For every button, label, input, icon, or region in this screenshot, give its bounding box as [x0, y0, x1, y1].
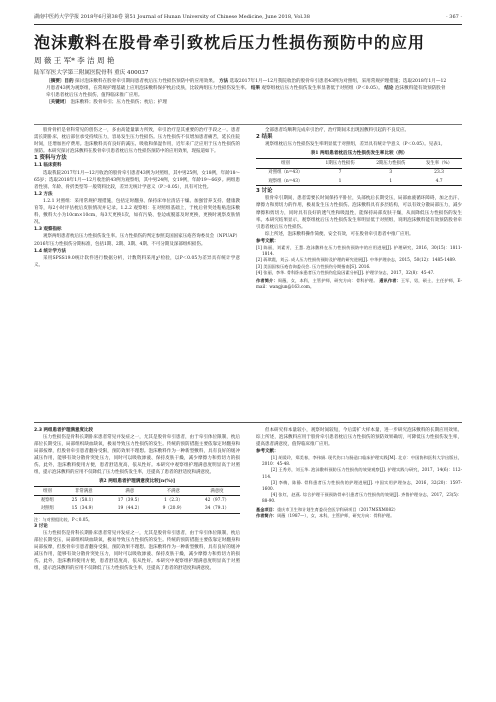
- reference-item: [2] 蒋琪霞，刘云. 成人压力性损伤预防及护理的研究进展[J]. 中华护理杂志，2015，50(12)：1485-1489.: [256, 257, 457, 263]
- lower-column-left: [34, 427, 240, 572]
- table-cell: 观察组（n=43）: [256, 177, 315, 186]
- header-rule: [34, 24, 462, 25]
- section-heading-discussion: 3 讨论: [256, 188, 273, 195]
- reference-item: [3] 美国国家压疮咨询委员会. 压力性损伤分期指南[S]. 2016.: [256, 263, 371, 269]
- reference-item: [4] 张丽，李华. 骨科卧床患者压力性损伤危险因素分析[J]. 护理学杂志，2017，32(8)：45-47.: [256, 269, 435, 275]
- keywords: 泡沫敷料；股骨牵引；压力性损伤；枕后；护理: [70, 100, 167, 105]
- table2-caption: 表2 两组患者护理满意度比较[n(%)]: [98, 479, 176, 484]
- paragraph: 综上所述，泡沫敷料操作简便、安全有效，可在股骨牵引患者中推广应用。: [265, 231, 414, 237]
- paragraph: 但本研究样本量较小，观察时间较短，今后需扩大样本量，进一步研究泡沫敷料的长期应用效果。综上所述，泡沫敷料应用于股骨牵引患者枕后压力性损伤的预防效果确切，可降低压力性损伤发生率，提高患者满意度，值得临床推广应用。: [256, 428, 462, 447]
- section-heading-discussion: 3 讨论: [34, 523, 48, 529]
- table-cell: 1（2.3）: [164, 497, 183, 503]
- funding-text: 重庆市卫生和计划生育委员会医学科研项目（2017MSXM082）: [276, 506, 398, 512]
- paragraph: 全部患者均顺利完成牵引治疗，治疗期间未出现因敷料引起的不良反应。: [265, 128, 409, 133]
- abstract-rule: [34, 124, 462, 125]
- table-header-cell: 满意: [107, 487, 153, 496]
- funding-label: 基金项目：: [256, 506, 277, 512]
- article-title: 泡沫敷料在股骨牵引致枕后压力性损伤预防中的应用: [34, 33, 426, 52]
- paragraph: 观察两组患者枕后压力性损伤发生率。压力性损伤的判定参照美国国家压疮咨询委员会（NPUAP）2016年压力性损伤分期标准，包括1期、2期、3期、4期、不可分期及深部组织损伤。: [34, 234, 240, 247]
- reference-item: [4] 张红，赵燕. 综合护理干预预防骨牵引患者压力性损伤的效果[J]. 齐鲁护理杂志，2017，23(5)：88-90.: [262, 492, 462, 504]
- subsection-heading: 1.4 统计学方法: [34, 248, 67, 254]
- journal-citation: 湖南中医药大学学报 2018年6月第38卷 第51 Journal of Hunan University of Chinese Medicine, June 2018, Vol.38: [34, 14, 310, 20]
- page-number: · 367 ·: [446, 14, 462, 20]
- body-column-right: [256, 127, 462, 290]
- table-row: [34, 504, 240, 513]
- abstract-result: 观察组枕后压力性损伤发生率显著低于对照组（P＜0.05）。: [261, 86, 383, 91]
- table-header-cell: 2期压力性损伤: [365, 159, 416, 168]
- abstract-method: 选取2017年1月—12月我院收治的股骨牵引患者43例为对照组，采用常规护理措施；选取2018年1月—12月患者43例为观察组，在常规护理基础上应用泡沫敷料保护枕后皮肤，比较两组压力性损伤发生率。: [46, 79, 447, 91]
- reference-list: [256, 245, 462, 276]
- table-cell: 15（34.9）: [61, 504, 107, 513]
- bio-text: 周薇，女，本科，主管护师，研究方向：骨科护理。: [277, 277, 378, 283]
- table-note: 注：与对照组比较，P＜0.05。: [34, 516, 93, 522]
- table-cell: 34（79.1）: [194, 504, 240, 513]
- table-row: [256, 168, 462, 177]
- abstract-method-label: 方法: [218, 79, 229, 84]
- running-header: [34, 12, 462, 22]
- paragraph: 压力性损伤是骨科长期卧床患者常见并发症之一，尤其是股骨牵引患者，由于牵引体位限制，枕后部位长期受压，局部组织缺血缺氧，极易导致压力性损伤的发生。传统的预防措施主要依靠定时翻身和局部按摩，但股骨牵引患者翻身受限，预防效果不理想。泡沫敷料作为一种新型敷料，具有良好的缓冲减压作用，能够有效分散骨突处压力，同时可以吸收渗液、保持皮肤干燥，减少摩擦力和剪切力的损伤。此外，泡沫敷料使用方便，患者舒适度高，依从性好。本研究中观察组护理满意度明显高于对照组，提示泡沫敷料的应用不仅降低了压力性损伤发生率，还提高了患者的舒适度和满意度。: [34, 435, 240, 475]
- reference-item: [3] 李梅，陈静. 骨科患者压力性损伤的护理进展[J]. 中国实用护理杂志，2016，32(20)：1597-1600.: [262, 479, 462, 492]
- abstract-aim: 探讨泡沫敷料在股骨牵引期间患者枕后压力性损伤预防中的应用效果。: [75, 79, 218, 84]
- corresponding-text: 王军，男，硕士，主任护师，E-mail：wangjun@163.com。: [256, 277, 462, 290]
- subsection-heading: 2.3 两组患者护理满意度比较: [34, 428, 94, 433]
- author-bio: [256, 278, 462, 290]
- table-row: [34, 496, 240, 505]
- paragraph: 观察组枕后压力性损伤发生率明显低于对照组，差异具有统计学意义（P＜0.05）。见表1。: [265, 142, 446, 148]
- table-cell: 观察组: [40, 497, 54, 503]
- table-header-cell: 发生率（%）: [416, 159, 462, 168]
- abstract-conclusion-label: 结论: [384, 86, 394, 91]
- section-heading-methods: 1 资料与方法: [34, 155, 67, 162]
- table-header-cell: 不满意: [153, 487, 194, 496]
- paragraph: 压力性损伤是骨科长期卧床患者常见并发症之一，尤其是股骨牵引患者，由于牵引体位限制，枕后部位长期受压，局部组织缺血缺氧，极易导致压力性损伤的发生。传统的预防措施主要依靠定时翻身和局部按摩，但股骨牵引患者翻身受限，预防效果不理想。泡沫敷料作为一种新型敷料，具有良好的缓冲减压作用，能够有效分散骨突处压力，同时可以吸收渗液、保持皮肤干燥，减少摩擦力和剪切力的损伤。此外，泡沫敷料使用方便，患者舒适度高，依从性好。本研究中观察组护理满意度明显高于对照组，提示泡沫敷料的应用不仅降低了压力性损伤发生率，还提高了患者的舒适度和满意度。: [34, 530, 240, 571]
- paragraph: 采用SPSS19.0统计软件进行数据分析，计数资料采用χ²检验，以P＜0.05为差异具有统计学意义。: [34, 255, 240, 268]
- bio-label: 作者简介：: [256, 277, 278, 283]
- table-cell: 3: [389, 170, 393, 176]
- lower-column-right: [256, 427, 462, 519]
- reference-item: [2] 王秀芳，刘玉华. 泡沫敷料预防压力性损伤的效果观察[J]. 护理实践与研究，2017，14(6)：112-114.: [262, 467, 462, 479]
- references-heading: 参考文献：: [256, 449, 279, 454]
- table-header-cell: 组别: [34, 487, 61, 496]
- reference-item: [1] 胡爱玲，郑美春，李伟娟. 现代伤口与肠造口临床护理实践[M]. 北京：中国协和医科大学出版社，2010：45-48.: [262, 455, 462, 467]
- author-list: 周 薇 王 军* 李 洁 周 艳: [34, 56, 115, 65]
- table-header-cell: 非常满意: [61, 487, 107, 496]
- abstract-result-label: 结果: [250, 86, 261, 91]
- table-cell: 对照组（n=43）: [268, 170, 303, 176]
- reference-list: [256, 455, 462, 505]
- subsection-heading: 1.2 方法: [34, 191, 53, 197]
- abstract-aim-label: 〔摘要〕目的: [46, 79, 74, 84]
- keywords-label: 〔关键词〕: [46, 100, 69, 105]
- table-cell: 对照组: [34, 504, 61, 513]
- bio-label: 作者简介：: [256, 512, 277, 518]
- table-cell: 19（44.2）: [107, 504, 153, 513]
- table-cell: 1: [315, 177, 366, 186]
- table-cell: 23.3: [434, 170, 444, 176]
- table-cell: 25（58.1）: [71, 497, 96, 503]
- abstract: [46, 78, 450, 106]
- table-cell: 42（97.7）: [204, 497, 230, 503]
- funding-and-bio: [256, 507, 462, 519]
- reference-item: [1] 陈丽，刘素芳，王慧. 泡沫敷料在压力性损伤预防中的应用进展[J]. 护理研究，2016，30(15)：1811-1814.: [256, 244, 462, 257]
- section-heading-results: 2 结果: [256, 134, 273, 141]
- table-cell: 4.7: [416, 177, 462, 186]
- paragraph: 选取我院2017年1月—12月收治的股骨牵引患者43例为对照组，其中男25例，女18例，年龄18～65岁；选取2018年1月—12月收治的43例为观察组，其中男24例，女19例，年龄19～66岁。两组患者性别、年龄、骨折类型等一般资料比较，差异无统计学意义（P＞0.05），具有可比性。: [34, 170, 240, 190]
- table-cell: 9（20.9）: [153, 504, 194, 513]
- table1: [256, 158, 462, 186]
- article-separator: [34, 422, 462, 423]
- paragraph: 1.2.1 对照组：采用常规护理措施，包括定时翻身、保持床单位清洁干燥、加强营养支持、健康教育等，每2小时评估枕后皮肤情况并记录。1.2.2 观察组：在对照组基础上，于枕后骨突处粘贴泡沫敷料，敷料大小为10cm×10cm，每3天更换1次，如有污染、卷边或脱落及时更换，更换时观察皮肤情况。: [34, 198, 240, 226]
- table2: [34, 486, 240, 514]
- table-cell: 17（39.5）: [117, 497, 142, 503]
- table-header-cell: 满意度: [194, 487, 240, 496]
- table1-caption: 表1 两组患者枕后压力性损伤发生率比较（例）: [310, 151, 408, 157]
- references-heading: 参考文献：: [256, 238, 279, 244]
- abstract-conclusion: 泡沫敷料能有效预防股骨牵引患者枕后压力性损伤，值得临床推广应用。: [46, 86, 446, 98]
- paragraph: 股骨牵引期间，患者需要长时间保持平卧位，头部枕后长期受压，局部血液循环障碍，加之出汗、摩擦力和剪切力的作用，极易发生压力性损伤。泡沫敷料具有多层结构，可以有效分散局部压力，减少摩擦和剪切力，同时具有良好的透气性和吸湿性，能保持局部皮肤干燥，从而降低压力性损伤的发生率。本研究结果显示，观察组枕后压力性损伤发生率明显低于对照组，说明泡沫敷料能有效预防股骨牵引患者枕后压力性损伤。: [256, 196, 462, 230]
- table-header-cell: 组别: [256, 159, 315, 168]
- bio-text: 周薇（1987—），女，本科，主管护师，研究方向：骨科护理。: [276, 512, 395, 518]
- affiliation: 陆军军医大学第三附属医院骨科 重庆 400037: [34, 70, 149, 76]
- intro-paragraph: 股骨骨折是骨科常见的创伤之一，多由高能量暴力所致，牵引治疗是其重要的治疗手段之一。患者需长期卧床，枕后部位承受持续压力，容易发生压力性损伤。压力性损伤不仅增加患者痛苦，延长住院时间，还增加医疗费用。泡沫敷料具有良好的减压、吸收和保湿作用，近年来广泛应用于压力性损伤的预防。本研究探讨泡沫敷料在股骨牵引患者枕后压力性损伤预防中的应用效果，现报道如下。: [34, 128, 240, 155]
- subsection-heading: 1.3 观察指标: [34, 227, 62, 233]
- corresponding-label: 通讯作者：: [379, 277, 401, 283]
- table-row: [256, 177, 462, 186]
- table-cell: 7: [338, 170, 342, 176]
- table-cell: 1: [365, 177, 416, 186]
- body-column-left: [34, 127, 240, 269]
- table-header-cell: 1期压力性损伤: [315, 159, 366, 168]
- subsection-heading: 1.1 临床资料: [34, 163, 62, 169]
